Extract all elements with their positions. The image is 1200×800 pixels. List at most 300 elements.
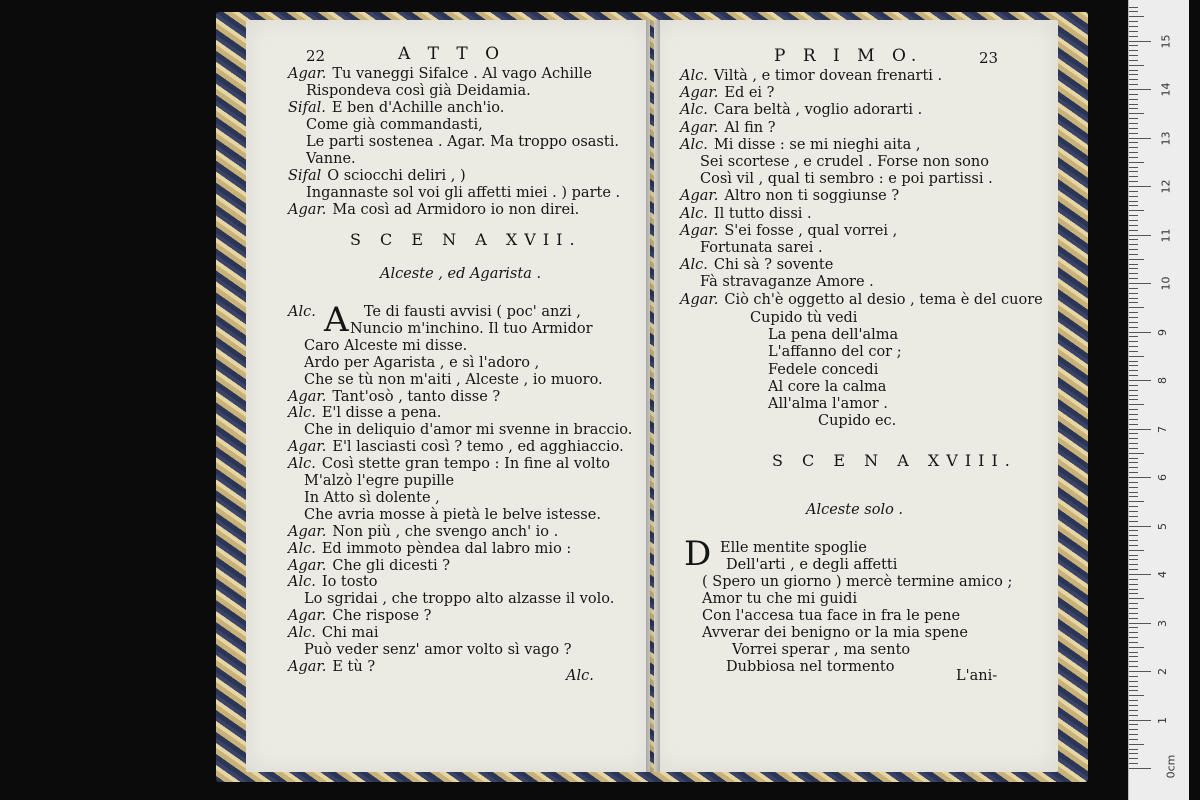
ruler-tick bbox=[1129, 89, 1151, 90]
ruler-tick bbox=[1129, 487, 1138, 488]
speaker-label: Alc. bbox=[288, 304, 316, 320]
ruler-tick bbox=[1129, 302, 1138, 303]
ruler-tick bbox=[1129, 574, 1151, 575]
text-line bbox=[304, 355, 539, 371]
verse-text: Mi disse : se mi nieghi aita , bbox=[713, 136, 921, 153]
ruler-number: 10 bbox=[1159, 276, 1173, 291]
book-gutter bbox=[646, 20, 660, 772]
speaker-label: Agar. bbox=[288, 66, 327, 82]
ruler-unit-label: 0cm bbox=[1164, 754, 1178, 779]
ruler-tick bbox=[1129, 210, 1144, 211]
verse-line: Elle mentite spoglie bbox=[720, 540, 867, 556]
ruler-number: 8 bbox=[1156, 377, 1169, 384]
speaker-label: Alc. bbox=[680, 68, 708, 84]
ruler-tick bbox=[1129, 482, 1138, 483]
ruler-tick bbox=[1129, 511, 1138, 512]
ruler-tick bbox=[1129, 16, 1144, 17]
text-line bbox=[288, 168, 466, 184]
ruler-tick bbox=[1129, 278, 1138, 279]
verse-line: ( Spero un giorno ) mercè termine amico ; bbox=[702, 574, 1013, 590]
ruler-tick bbox=[1129, 564, 1138, 565]
scene-subtitle: Alceste , ed Agarista . bbox=[380, 266, 542, 282]
verse-text: O sciocchi deliri , ) bbox=[327, 168, 466, 184]
ruler-number: 4 bbox=[1156, 571, 1169, 578]
ruler-tick bbox=[1129, 506, 1138, 507]
ruler-tick bbox=[1129, 390, 1138, 391]
speaker-label: Alc. bbox=[680, 205, 708, 222]
ruler-tick bbox=[1129, 700, 1138, 701]
verse-text: Ma così ad Armidoro io non direi. bbox=[332, 202, 580, 218]
ruler-tick bbox=[1129, 201, 1138, 202]
text-line bbox=[680, 68, 942, 84]
verse-text: E tù ? bbox=[332, 658, 376, 675]
ruler-tick bbox=[1129, 351, 1138, 352]
ruler-tick bbox=[1129, 186, 1151, 187]
ruler-tick bbox=[1129, 288, 1138, 289]
ruler-tick bbox=[1129, 191, 1138, 192]
text-line bbox=[288, 202, 579, 218]
ruler-tick bbox=[1129, 453, 1144, 454]
ruler-tick bbox=[1129, 361, 1138, 362]
ruler-tick bbox=[1129, 753, 1138, 754]
ruler-tick bbox=[1129, 395, 1138, 396]
verse-text: Caro Alceste mi disse. bbox=[304, 337, 468, 354]
text-line bbox=[288, 456, 610, 472]
speaker-label: Agar. bbox=[288, 439, 327, 456]
ruler-tick bbox=[1129, 60, 1138, 61]
ruler-tick bbox=[1129, 613, 1138, 614]
ruler-tick bbox=[1129, 559, 1138, 560]
ruler-tick bbox=[1129, 346, 1138, 347]
text-line bbox=[306, 151, 356, 167]
ruler-tick bbox=[1129, 41, 1151, 42]
text-line bbox=[304, 507, 601, 523]
text-line bbox=[700, 240, 823, 256]
ruler-tick bbox=[1129, 74, 1138, 75]
text-line bbox=[306, 185, 620, 201]
ruler-tick bbox=[1129, 225, 1138, 226]
text-line bbox=[304, 490, 440, 506]
verse-text: M'alzò l'egre pupille bbox=[304, 473, 455, 489]
ruler-tick bbox=[1129, 375, 1138, 376]
ruler-tick bbox=[1129, 593, 1138, 594]
ruler-tick bbox=[1129, 380, 1151, 381]
text-line bbox=[680, 206, 812, 222]
ruler-tick bbox=[1129, 94, 1138, 95]
ruler-tick bbox=[1129, 108, 1138, 109]
ruler-tick bbox=[1129, 21, 1138, 22]
ruler-number: 5 bbox=[1156, 522, 1169, 530]
verse-text: Le parti sostenea . Agar. Ma troppo osasti. bbox=[306, 134, 619, 150]
ruler-tick bbox=[1129, 690, 1138, 691]
text-line bbox=[680, 85, 774, 101]
aria-line: Al core la calma bbox=[768, 378, 887, 395]
ruler-tick bbox=[1129, 705, 1138, 706]
verse-text: Fortunata sarei . bbox=[700, 240, 823, 256]
text-line bbox=[306, 83, 531, 99]
ruler-tick bbox=[1129, 317, 1138, 318]
ruler-tick bbox=[1129, 365, 1138, 366]
ruler-tick bbox=[1129, 404, 1144, 405]
ruler-tick bbox=[1129, 356, 1144, 357]
ruler-tick bbox=[1129, 458, 1138, 459]
verse-text: Viltà , e timor dovean frenarti . bbox=[713, 68, 943, 84]
ruler-tick bbox=[1129, 589, 1138, 590]
aria-line: All'alma l'amor . bbox=[768, 396, 888, 412]
verse-text: Non più , che svengo anch' io . bbox=[332, 523, 559, 540]
page-number: 23 bbox=[979, 49, 999, 67]
verse-text: Chi mai bbox=[321, 625, 379, 642]
speaker-label: Sifal. bbox=[288, 100, 326, 116]
ruler-tick bbox=[1129, 128, 1138, 129]
verse-line: Amor tu che mi guidi bbox=[702, 591, 858, 607]
ruler-tick bbox=[1129, 710, 1138, 711]
ruler-tick bbox=[1129, 171, 1138, 172]
verse-text: Che se tù non m'aiti , Alceste , io muoro. bbox=[304, 371, 603, 388]
ruler-tick bbox=[1129, 545, 1138, 546]
ruler-tick bbox=[1129, 429, 1151, 430]
text-line bbox=[288, 608, 431, 624]
text-line bbox=[288, 439, 624, 455]
scene-subtitle: Alceste solo . bbox=[806, 502, 904, 518]
ruler-tick bbox=[1129, 84, 1138, 85]
verse-line: Avverar dei benigno or la mia spene bbox=[702, 625, 968, 641]
ruler-number: 7 bbox=[1156, 425, 1169, 433]
text-line bbox=[288, 574, 377, 590]
ruler-tick bbox=[1129, 249, 1138, 250]
verse-text: Lo sgridai , che troppo alto alzasse il volo. bbox=[304, 591, 615, 608]
ruler-tick bbox=[1129, 167, 1138, 168]
verse-text: Così vil , qual ti sembro : e poi partissi . bbox=[700, 171, 993, 188]
ruler-tick bbox=[1129, 472, 1138, 473]
ruler-tick bbox=[1129, 758, 1138, 759]
verse-text: Ed ei ? bbox=[724, 85, 775, 102]
ruler-tick bbox=[1129, 438, 1138, 439]
ruler-tick bbox=[1129, 220, 1138, 221]
speaker-label: Alc. bbox=[288, 540, 316, 557]
ruler-tick bbox=[1129, 196, 1138, 197]
text-line bbox=[288, 100, 504, 116]
text-line bbox=[700, 154, 989, 170]
ruler-tick bbox=[1129, 312, 1138, 313]
page-number: 22 bbox=[306, 47, 326, 65]
aria-line: La pena dell'alma bbox=[768, 327, 899, 344]
ruler-tick bbox=[1129, 496, 1138, 497]
ruler-number: 12 bbox=[1159, 179, 1173, 194]
text-line bbox=[288, 304, 581, 320]
speaker-label: Agar. bbox=[288, 658, 327, 675]
scene-title: S C E N A XVII. bbox=[350, 230, 582, 249]
text-line bbox=[288, 659, 375, 675]
text-line bbox=[304, 422, 632, 438]
ruler-tick bbox=[1129, 739, 1138, 740]
speaker-label: Alc. bbox=[288, 574, 316, 591]
running-header: A T T O bbox=[398, 44, 506, 64]
ruler-tick bbox=[1129, 763, 1138, 764]
measurement-ruler bbox=[1128, 0, 1189, 800]
text-line bbox=[306, 117, 483, 133]
ruler-tick bbox=[1129, 433, 1138, 434]
ruler-tick bbox=[1129, 336, 1138, 337]
ruler-tick bbox=[1129, 681, 1138, 682]
ruler-tick bbox=[1129, 133, 1138, 134]
drop-cap: D bbox=[684, 534, 712, 574]
ruler-tick bbox=[1129, 632, 1138, 633]
ruler-tick bbox=[1129, 307, 1144, 308]
ruler-tick bbox=[1129, 239, 1138, 240]
ruler-tick bbox=[1129, 676, 1138, 677]
ruler-tick bbox=[1129, 661, 1138, 662]
ruler-tick bbox=[1129, 36, 1138, 37]
ruler-tick bbox=[1129, 65, 1144, 66]
text-line bbox=[304, 338, 467, 354]
right-page bbox=[654, 20, 1058, 772]
verse-text: Il tutto dissi . bbox=[713, 205, 812, 222]
ruler-tick bbox=[1129, 230, 1138, 231]
verse-text: Nuncio m'inchino. Il tuo Armidor bbox=[350, 320, 593, 337]
verse-text: Ed immoto pèndea dal labro mio : bbox=[321, 540, 572, 557]
verse-text: Te di fausti avvisi ( poc' anzi , bbox=[363, 304, 581, 320]
speaker-label: Agar. bbox=[288, 608, 327, 625]
speaker-label: Agar. bbox=[680, 85, 719, 102]
speaker-label: Alc. bbox=[288, 625, 316, 642]
ruler-tick bbox=[1129, 283, 1151, 284]
verse-line: Dubbiosa nel tormento bbox=[726, 659, 895, 675]
ruler-tick bbox=[1129, 530, 1138, 531]
ruler-tick bbox=[1129, 603, 1138, 604]
ruler-tick bbox=[1129, 370, 1138, 371]
verse-text: Sei scortese , e crudel . Forse non sono bbox=[700, 154, 989, 170]
ruler-tick bbox=[1129, 618, 1138, 619]
ruler-tick bbox=[1129, 729, 1138, 730]
ruler-tick bbox=[1129, 521, 1138, 522]
speaker-label: Alc. bbox=[680, 136, 708, 153]
ruler-number: 6 bbox=[1156, 474, 1169, 481]
ruler-number: 14 bbox=[1159, 82, 1173, 97]
text-line bbox=[680, 137, 920, 153]
verse-text: Ciò ch'è oggetto al desio , tema è del cuore bbox=[724, 291, 1043, 308]
ruler-tick bbox=[1129, 608, 1138, 609]
ruler-tick bbox=[1129, 467, 1138, 468]
ruler-tick bbox=[1129, 671, 1151, 672]
ruler-tick bbox=[1129, 79, 1138, 80]
ruler-tick bbox=[1129, 113, 1144, 114]
ruler-tick bbox=[1129, 637, 1138, 638]
text-line bbox=[288, 389, 500, 405]
ruler-tick bbox=[1129, 31, 1138, 32]
ruler-tick bbox=[1129, 419, 1138, 420]
text-line bbox=[288, 524, 558, 540]
ruler-tick bbox=[1129, 516, 1138, 517]
ruler-tick bbox=[1129, 477, 1151, 478]
aria-line: L'affanno del cor ; bbox=[768, 344, 902, 361]
ruler-tick bbox=[1129, 720, 1151, 721]
catchword: L'ani- bbox=[956, 668, 998, 684]
ruler-tick bbox=[1129, 550, 1144, 551]
verse-text: Cara beltà , voglio adorarti . bbox=[713, 102, 923, 119]
ruler-tick bbox=[1129, 181, 1138, 182]
ruler-tick bbox=[1129, 715, 1138, 716]
verse-text: Chi sà ? sovente bbox=[713, 257, 834, 274]
ruler-tick bbox=[1129, 235, 1151, 236]
speaker-label: Agar. bbox=[680, 291, 719, 308]
ruler-tick bbox=[1129, 647, 1144, 648]
ruler-tick bbox=[1129, 138, 1151, 139]
ruler-tick bbox=[1129, 293, 1138, 294]
verse-line: Dell'arti , e degli affetti bbox=[726, 557, 898, 573]
ruler-number: 13 bbox=[1159, 131, 1173, 145]
verse-text: E'l disse a pena. bbox=[321, 405, 442, 422]
verse-text: Tu vaneggi Sifalce . Al vago Achille bbox=[332, 66, 592, 82]
speaker-label: Sifal bbox=[288, 168, 322, 184]
text-line bbox=[304, 473, 454, 489]
text-line bbox=[288, 66, 592, 82]
ruler-tick bbox=[1129, 26, 1138, 27]
ruler-tick bbox=[1129, 540, 1138, 541]
verse-text: S'ei fosse , qual vorrei , bbox=[724, 222, 898, 239]
verse-text: Rispondeva così già Deidamia. bbox=[306, 83, 531, 99]
ruler-tick bbox=[1129, 45, 1138, 46]
ruler-tick bbox=[1129, 268, 1138, 269]
verse-line: Con l'accesa tua face in fra le pene bbox=[702, 608, 961, 624]
ruler-tick bbox=[1129, 734, 1138, 735]
text-line bbox=[680, 120, 775, 136]
speaker-label: Agar. bbox=[288, 557, 327, 574]
ruler-tick bbox=[1129, 215, 1138, 216]
ruler-tick bbox=[1129, 254, 1138, 255]
ruler-tick bbox=[1129, 666, 1138, 667]
ruler-tick bbox=[1129, 162, 1144, 163]
text-line bbox=[288, 405, 441, 421]
verse-text: Così stette gran tempo : In fine al volto bbox=[321, 456, 611, 473]
verse-text: Vanne. bbox=[306, 151, 356, 167]
ruler-tick bbox=[1129, 157, 1138, 158]
text-line bbox=[304, 642, 572, 658]
ruler-tick bbox=[1129, 259, 1144, 260]
verse-text: Che rispose ? bbox=[332, 608, 432, 625]
ruler-tick bbox=[1129, 462, 1138, 463]
ruler-tick bbox=[1129, 123, 1138, 124]
aria-line: Cupido ec. bbox=[818, 413, 897, 430]
verse-text: Ingannaste sol voi gli affetti miei . ) parte . bbox=[306, 185, 621, 201]
drop-cap: A bbox=[324, 300, 349, 340]
ruler-tick bbox=[1129, 322, 1138, 323]
text-line bbox=[680, 102, 922, 118]
ruler-tick bbox=[1129, 724, 1138, 725]
ruler-tick bbox=[1129, 332, 1151, 333]
text-line bbox=[680, 292, 1043, 308]
ruler-tick bbox=[1129, 7, 1138, 8]
ruler-tick bbox=[1129, 298, 1138, 299]
ruler-tick bbox=[1129, 385, 1138, 386]
speaker-label: Alc. bbox=[288, 405, 316, 422]
ruler-tick bbox=[1129, 695, 1144, 696]
ruler-tick bbox=[1129, 99, 1138, 100]
ruler-tick bbox=[1129, 686, 1138, 687]
ruler-tick bbox=[1129, 55, 1138, 56]
speaker-label: Agar. bbox=[288, 202, 327, 218]
text-line bbox=[680, 223, 897, 239]
verse-text: E ben d'Achille anch'io. bbox=[331, 100, 505, 116]
left-page bbox=[246, 20, 650, 772]
ruler-tick bbox=[1129, 409, 1138, 410]
ruler-tick bbox=[1129, 526, 1151, 527]
verse-text: E'l lasciasti così ? temo , ed agghiaccio. bbox=[332, 439, 624, 456]
ruler-tick bbox=[1129, 555, 1138, 556]
verse-text: Tant'osò , tanto disse ? bbox=[332, 388, 501, 405]
aria-line: Cupido tù vedi bbox=[750, 310, 858, 326]
ruler-tick bbox=[1129, 768, 1151, 769]
ruler-tick bbox=[1129, 443, 1138, 444]
ruler-tick bbox=[1129, 598, 1144, 599]
ruler-tick bbox=[1129, 414, 1138, 415]
text-line bbox=[304, 591, 614, 607]
ruler-tick bbox=[1129, 273, 1138, 274]
catchword: Alc. bbox=[566, 668, 594, 684]
ruler-tick bbox=[1129, 341, 1138, 342]
text-line bbox=[288, 541, 571, 557]
text-line bbox=[700, 274, 874, 290]
speaker-label: Agar. bbox=[680, 119, 719, 136]
verse-text: Che gli dicesti ? bbox=[332, 557, 451, 574]
ruler-tick bbox=[1129, 264, 1138, 265]
ruler-tick bbox=[1129, 118, 1138, 119]
speaker-label: Agar. bbox=[288, 523, 327, 540]
text-line bbox=[304, 372, 603, 388]
ruler-number: 9 bbox=[1156, 328, 1169, 336]
ruler-tick bbox=[1129, 147, 1138, 148]
ruler-number: 2 bbox=[1156, 668, 1169, 675]
ruler-number: 15 bbox=[1159, 34, 1173, 48]
ruler-tick bbox=[1129, 152, 1138, 153]
text-line bbox=[700, 171, 993, 187]
text-line bbox=[350, 321, 593, 337]
ruler-tick bbox=[1129, 11, 1138, 12]
ruler-tick bbox=[1129, 142, 1138, 143]
verse-text: Io tosto bbox=[321, 574, 378, 591]
ruler-tick bbox=[1129, 50, 1138, 51]
text-line bbox=[680, 188, 899, 204]
verse-text: Ardo per Agarista , e sì l'adoro , bbox=[304, 354, 540, 371]
ruler-tick bbox=[1129, 205, 1138, 206]
ruler-tick bbox=[1129, 744, 1144, 745]
ruler-tick bbox=[1129, 584, 1138, 585]
ruler-tick bbox=[1129, 424, 1138, 425]
speaker-label: Alc. bbox=[680, 257, 708, 274]
ruler-tick bbox=[1129, 399, 1138, 400]
ruler-number: 3 bbox=[1156, 619, 1169, 627]
scene-title: S C E N A XVIII. bbox=[772, 451, 1017, 470]
ruler-tick bbox=[1129, 327, 1138, 328]
ruler-tick bbox=[1129, 579, 1138, 580]
ruler-tick bbox=[1129, 104, 1138, 105]
speaker-label: Agar. bbox=[680, 222, 719, 239]
ruler-tick bbox=[1129, 642, 1138, 643]
speaker-label: Alc. bbox=[680, 102, 708, 119]
aria-line: Fedele concedi bbox=[768, 361, 879, 378]
verse-text: Può veder senz' amor volto sì vago ? bbox=[304, 642, 572, 658]
ruler-tick bbox=[1129, 749, 1138, 750]
ruler-tick bbox=[1129, 569, 1138, 570]
verse-text: Come già commandasti, bbox=[306, 117, 483, 133]
verse-text: Altro non ti soggiunse ? bbox=[724, 188, 900, 205]
ruler-number: 11 bbox=[1159, 228, 1173, 242]
text-line bbox=[288, 558, 450, 574]
ruler-tick bbox=[1129, 176, 1138, 177]
verse-text: Fà stravaganze Amore . bbox=[700, 274, 874, 291]
ruler-tick bbox=[1129, 70, 1138, 71]
verse-text: Che in deliquio d'amor mi svenne in braccio. bbox=[304, 422, 633, 439]
